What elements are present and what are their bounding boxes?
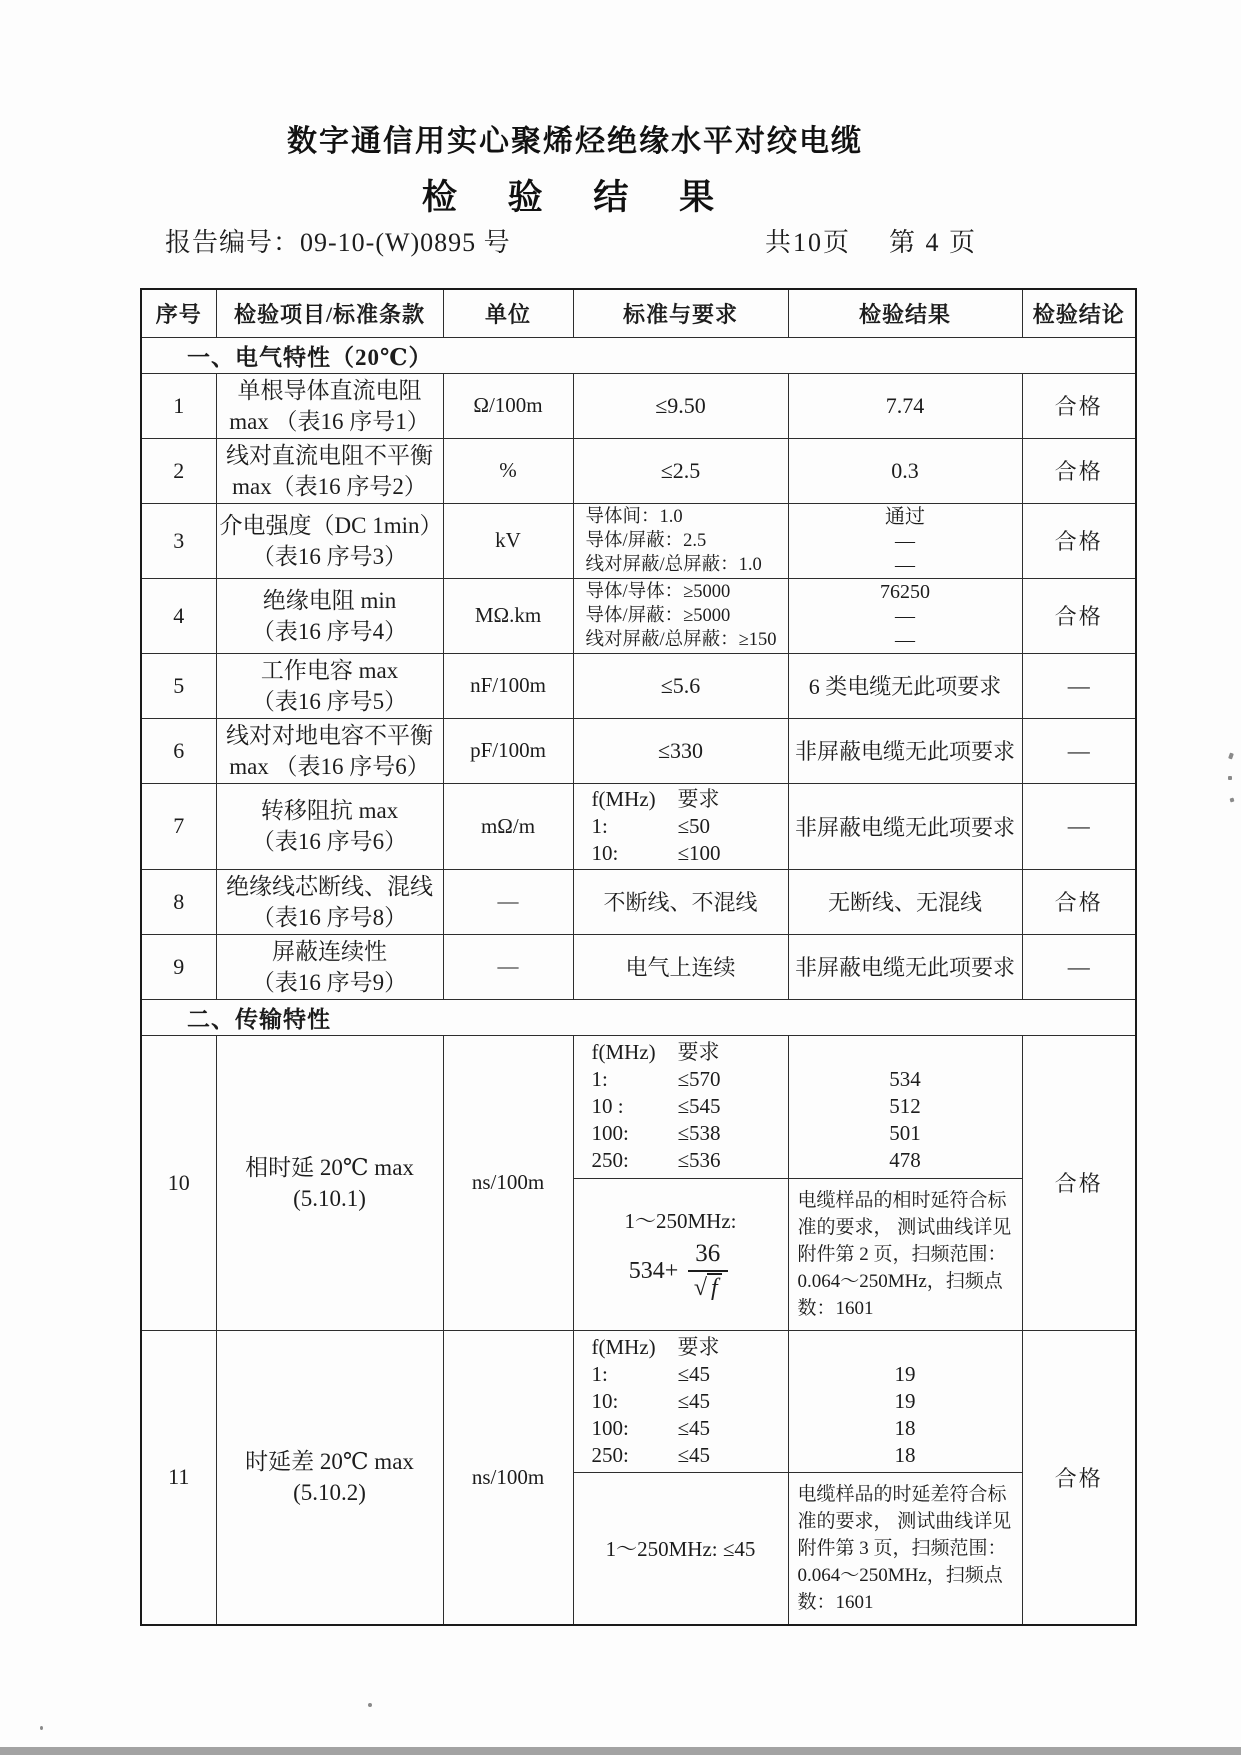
cell-unit: nF/100m [443, 653, 573, 718]
cell-result-note: 电缆样品的时延差符合标准的要求， 测试曲线详见附件第 3 页，扫频范围：0.064～250MHz，扫频点数：1601 [788, 1472, 1022, 1625]
item-line: 线对对地电容不平衡 [226, 722, 433, 748]
item-line: 绝缘线芯断线、混线 [226, 873, 433, 899]
cell-result-note: 电缆样品的相时延符合标准的要求， 测试曲线详见附件第 2 页，扫频范围：0.064～250MHz，扫频点数：1601 [788, 1178, 1022, 1330]
result-line: — [895, 628, 915, 651]
header-item: 检验项目/标准条款 [216, 289, 443, 337]
standard-line: 线对屏蔽/总屏蔽：≥150 [585, 629, 777, 650]
freq-header: 要求 [677, 1040, 720, 1064]
cell-result: 非屏蔽电缆无此项要求 [788, 934, 1022, 999]
freq-requirements [592, 1039, 770, 1174]
freq-label: 10: [591, 1388, 619, 1413]
cell-unit: ns/100m [443, 1035, 573, 1330]
item-line: 转移阻抗 max [260, 798, 399, 823]
section-transmission [141, 999, 1136, 1035]
document-subtitle: 检 验 结 果 [421, 178, 729, 217]
item-line: 线对直流电阻不平衡 [226, 442, 433, 468]
cell-standard [573, 503, 788, 578]
cell-result: 0.3 [788, 438, 1022, 503]
table-row [141, 438, 1136, 503]
title-block [0, 116, 1150, 220]
cell-no: 9 [141, 934, 216, 999]
result-line: 534 [889, 1067, 921, 1091]
scan-speck [1228, 752, 1234, 759]
document-title: 数字通信用实心聚烯烃绝缘水平对绞电缆 [287, 125, 863, 158]
item-line: （表16 序号3） [251, 543, 408, 569]
freq-label: 100: [591, 1415, 629, 1440]
standard-line: 导体/导体：≥5000 [585, 581, 731, 602]
freq-limit: ≤45 [677, 1415, 711, 1440]
cell-conclusion: — [1022, 783, 1136, 869]
cell-result [788, 1330, 1022, 1472]
cell-no: 3 [141, 503, 216, 578]
cell-item [216, 578, 443, 653]
header-no: 序号 [141, 289, 216, 337]
result-line: — [895, 604, 915, 627]
cell-item [216, 503, 443, 578]
freq-label: 1: [591, 1067, 608, 1091]
cell-item [216, 1330, 443, 1625]
cell-result [788, 503, 1022, 578]
table-row [141, 503, 1136, 578]
table-row [141, 1330, 1136, 1472]
header-standard: 标准与要求 [573, 289, 788, 337]
cell-item [216, 783, 443, 869]
item-line: max （表16 序号6） [229, 753, 430, 779]
formula-denominator [688, 1270, 728, 1302]
item-line: 单根导体直流电阻 [237, 377, 422, 403]
cell-no: 10 [141, 1035, 216, 1330]
item-line: （表16 序号4） [251, 618, 408, 644]
cell-unit: MΩ.km [443, 578, 573, 653]
cell-conclusion: 合格 [1022, 438, 1136, 503]
freq-limit: ≤536 [677, 1148, 721, 1172]
sqrt-radicand: f [707, 1273, 722, 1301]
cell-item [216, 1035, 443, 1330]
freq-header: f(MHz) [591, 1334, 656, 1359]
cell-standard-formula [573, 1178, 788, 1330]
header-unit: 单位 [443, 289, 573, 337]
range-requirement: 1～250MHz: ≤45 [605, 1537, 756, 1561]
freq-results [792, 1334, 1019, 1469]
cell-standard [573, 1035, 788, 1178]
formula-fraction [683, 1240, 732, 1302]
standard-line: 导体/屏蔽：2.5 [585, 530, 707, 551]
freq-limit: ≤570 [677, 1067, 721, 1091]
cell-result [788, 1035, 1022, 1178]
item-line: 屏蔽连续性 [272, 938, 387, 964]
freq-label: 10: [591, 840, 619, 865]
item-line: (5.10.1) [293, 1185, 366, 1211]
cell-unit: — [443, 869, 573, 934]
page-indicator [765, 222, 977, 259]
item-line: max （表16 序号1） [229, 408, 430, 434]
standard-line: 线对屏蔽/总屏蔽：1.0 [585, 554, 762, 575]
range-label: 1～250MHz: [624, 1209, 737, 1233]
result-line: 19 [894, 1388, 916, 1413]
cell-standard: ≤9.50 [573, 373, 788, 438]
freq-requirements [592, 786, 770, 867]
cell-no: 4 [141, 578, 216, 653]
cell-result: 7.74 [788, 373, 1022, 438]
cell-unit: — [443, 934, 573, 999]
cell-result: 非屏蔽电缆无此项要求 [788, 783, 1022, 869]
freq-limit: ≤50 [677, 813, 711, 838]
cell-item [216, 373, 443, 438]
cell-result: 6 类电缆无此项要求 [788, 653, 1022, 718]
cell-item [216, 438, 443, 503]
cell-no: 1 [141, 373, 216, 438]
cell-standard-range [573, 1472, 788, 1625]
table-row [141, 934, 1136, 999]
cell-conclusion: — [1022, 718, 1136, 783]
item-line: （表16 序号6） [251, 829, 408, 854]
cell-result: 非屏蔽电缆无此项要求 [788, 718, 1022, 783]
item-line: max（表16 序号2） [232, 473, 427, 499]
cell-conclusion: 合格 [1022, 503, 1136, 578]
item-line: （表16 序号5） [251, 688, 408, 714]
cell-standard [573, 578, 788, 653]
cell-conclusion: — [1022, 934, 1136, 999]
cell-conclusion: 合格 [1022, 578, 1136, 653]
cell-item [216, 718, 443, 783]
cell-result: 无断线、无混线 [788, 869, 1022, 934]
cell-item [216, 934, 443, 999]
spacer [792, 1334, 1019, 1361]
formula-prefix: 534+ [628, 1257, 679, 1284]
freq-limit: ≤538 [677, 1121, 721, 1145]
total-pages: 共10页 [765, 228, 852, 257]
section-electrical-label: 一、电气特性（20℃） [141, 337, 1136, 373]
cell-unit: kV [443, 503, 573, 578]
header-conclusion: 检验结论 [1022, 289, 1136, 337]
report-number: 报告编号：09-10-(W)0895 号 [165, 228, 511, 257]
section-transmission-label: 二、传输特性 [141, 999, 1136, 1035]
cell-no: 8 [141, 869, 216, 934]
cell-item [216, 653, 443, 718]
result-line: 76250 [880, 580, 930, 603]
item-line: 相时延 20℃ max [245, 1154, 414, 1180]
scan-edge-bar [0, 1747, 1241, 1755]
table-row [141, 718, 1136, 783]
result-line: 19 [894, 1361, 916, 1386]
table-row [141, 1035, 1136, 1178]
cell-conclusion: 合格 [1022, 1035, 1136, 1330]
cell-standard: 不断线、不混线 [573, 869, 788, 934]
cell-result [788, 578, 1022, 653]
table-row [141, 373, 1136, 438]
cell-standard [573, 1330, 788, 1472]
cell-no: 6 [141, 718, 216, 783]
table-row [141, 783, 1136, 869]
freq-limit: ≤100 [677, 840, 721, 865]
table-row [141, 653, 1136, 718]
result-line: 18 [894, 1415, 916, 1440]
scan-speck [368, 1703, 372, 1707]
current-page: 第 4 页 [889, 228, 978, 257]
freq-requirements [592, 1334, 770, 1469]
header-result: 检验结果 [788, 289, 1022, 337]
freq-header: 要求 [677, 786, 720, 811]
cell-no: 5 [141, 653, 216, 718]
freq-header: f(MHz) [591, 1040, 656, 1064]
table-row [141, 869, 1136, 934]
freq-label: 10 : [591, 1094, 624, 1118]
standard-line: 导体/屏蔽：≥5000 [585, 605, 731, 626]
cell-conclusion: 合格 [1022, 869, 1136, 934]
cell-item [216, 869, 443, 934]
cell-standard: ≤5.6 [573, 653, 788, 718]
cell-unit: Ω/100m [443, 373, 573, 438]
cell-no: 2 [141, 438, 216, 503]
freq-label: 100: [591, 1121, 629, 1145]
freq-label: 250: [591, 1148, 629, 1172]
result-line: 18 [894, 1442, 916, 1467]
cell-no: 11 [141, 1330, 216, 1625]
freq-label: 1: [591, 1361, 608, 1386]
cell-no: 7 [141, 783, 216, 869]
item-line: 绝缘电阻 min [262, 587, 397, 613]
freq-label: 250: [591, 1442, 629, 1467]
table-header-row [141, 289, 1136, 337]
inspection-results-table [140, 288, 1137, 1626]
scan-speck [40, 1726, 43, 1730]
item-line: 介电强度（DC 1min） [219, 512, 443, 538]
freq-label: 1: [591, 813, 608, 838]
result-line: 512 [889, 1094, 921, 1118]
cell-unit: ns/100m [443, 1330, 573, 1625]
scan-speck [1230, 798, 1235, 803]
cell-unit: % [443, 438, 573, 503]
freq-limit: ≤545 [677, 1094, 721, 1118]
item-line: (5.10.2) [293, 1480, 366, 1505]
freq-limit: ≤45 [677, 1442, 711, 1467]
freq-limit: ≤45 [677, 1361, 711, 1386]
item-line: 工作电容 max [260, 657, 399, 683]
cell-standard [573, 783, 788, 869]
scan-speck [1228, 776, 1232, 780]
spacer [792, 1039, 1019, 1066]
result-line: — [895, 553, 915, 576]
info-row [165, 222, 1165, 257]
item-line: 时延差 20℃ max [245, 1449, 414, 1474]
freq-header: 要求 [677, 1334, 720, 1359]
item-line: （表16 序号9） [251, 969, 408, 995]
standard-line: 导体间：1.0 [585, 506, 683, 527]
freq-header: f(MHz) [591, 786, 656, 811]
cell-unit: mΩ/m [443, 783, 573, 869]
freq-results [792, 1039, 1019, 1174]
cell-unit: pF/100m [443, 718, 573, 783]
result-line: 478 [889, 1148, 921, 1172]
cell-standard: ≤2.5 [573, 438, 788, 503]
formula-numerator: 36 [695, 1240, 721, 1267]
freq-limit: ≤45 [677, 1388, 711, 1413]
section-electrical [141, 337, 1136, 373]
cell-standard: ≤330 [573, 718, 788, 783]
table-row [141, 578, 1136, 653]
cell-conclusion: 合格 [1022, 373, 1136, 438]
cell-standard: 电气上连续 [573, 934, 788, 999]
item-line: （表16 序号8） [251, 904, 408, 930]
cell-conclusion: — [1022, 653, 1136, 718]
cell-conclusion: 合格 [1022, 1330, 1136, 1625]
delay-formula [629, 1240, 733, 1302]
result-line: 通过 [885, 505, 925, 528]
sqrt-sign: √ [693, 1275, 708, 1301]
result-line: — [895, 529, 915, 552]
result-line: 501 [889, 1121, 921, 1145]
